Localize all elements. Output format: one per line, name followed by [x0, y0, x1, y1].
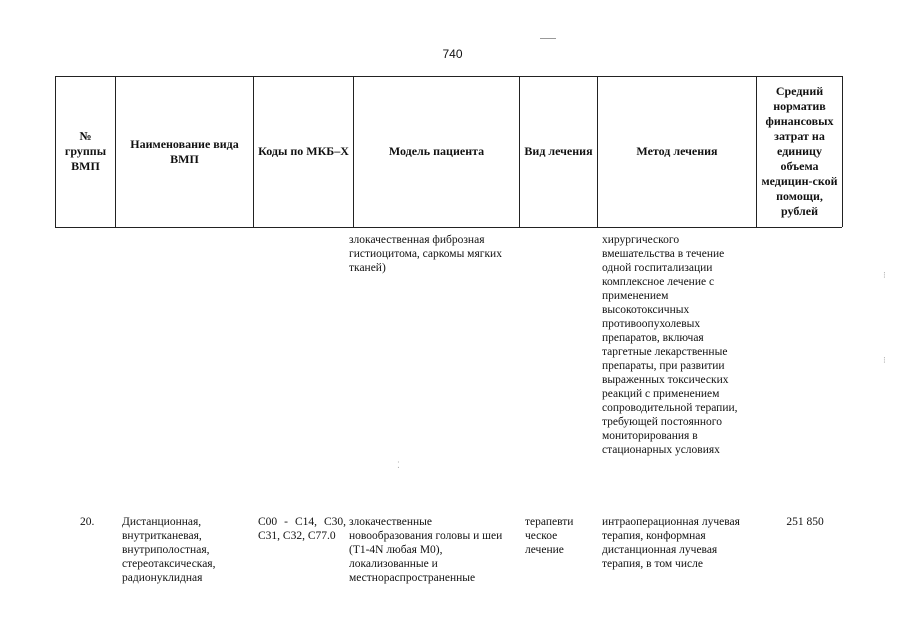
row-20-icd-codes: С00 - С14, С30, С31, С32, С77.0 [258, 516, 346, 542]
page-number: 740 [442, 47, 463, 61]
table-header-bottom-border [55, 227, 842, 228]
header-patient-model: Модель пациента [353, 76, 519, 227]
header-treatment-type: Вид лечения [519, 76, 597, 227]
continuation-patient-model: злокачественная фиброзная гистиоцитома, саркомы мягких тканей) [349, 234, 502, 274]
header-avg-cost: Средний норматив финансовых затрат на единицу объема медицин-ской помощи, рублей [756, 76, 842, 227]
scan-speck [540, 38, 556, 39]
row-20-vmp-name: Дистанционная, внутритканевая, внутриполостная, стереотаксическая, радионуклидная [122, 516, 216, 584]
header-treatment-method: Метод лечения [597, 76, 756, 227]
row-20-avg-cost: 251 850 [786, 516, 824, 528]
continuation-treatment-method: хирургического вмешательства в течение одной госпитализации комплексное лечение с применением высокотоксичных противоопухолевых препаратов, включая таргетные лекарственные препараты, при развитии выраженных токсических реакций с применением сопроводительной терапии, требующей постоянного мониторирования в стационарных условиях [602, 234, 738, 456]
scan-speck: ⁝ [883, 270, 886, 280]
row-20-patient-model: злокачественные новообразования головы и шеи (Т1-4N любая М0), локализованные и местнораспространенные [349, 516, 503, 584]
row-20-treatment-method: интраоперационная лучевая терапия, конформная дистанционная лучевая терапия, в том числе [602, 516, 740, 570]
row-20-group-no: 20. [80, 516, 95, 528]
header-vmp-name: Наименование вида ВМП [115, 76, 253, 227]
row-20-treatment-type: терапевти ческое лечение [525, 516, 574, 556]
scan-speck: ⁚ [397, 460, 400, 470]
header-icd-codes: Коды по МКБ–Х [253, 76, 353, 227]
scan-speck: ⁝ [883, 355, 886, 365]
table-header-right-border [842, 76, 843, 227]
header-group-no: № группы ВМП [55, 76, 115, 227]
